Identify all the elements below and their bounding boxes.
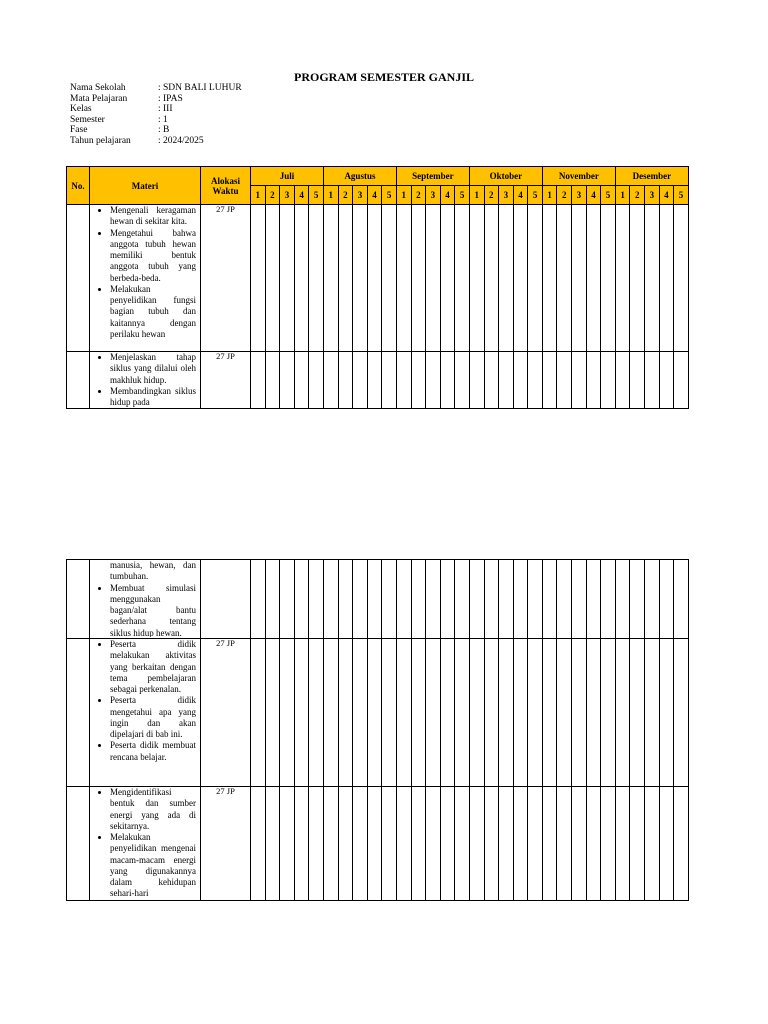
week-cell xyxy=(615,639,630,787)
cell-alokasi: 27 JP xyxy=(201,205,251,352)
week-cell xyxy=(294,205,309,352)
header-week: 1 xyxy=(615,186,630,205)
week-cell xyxy=(674,787,689,901)
info-label: Mata Pelajaran xyxy=(70,93,128,104)
week-cell xyxy=(309,205,324,352)
week-cell xyxy=(455,352,470,409)
week-cell xyxy=(572,639,587,787)
header-week: 3 xyxy=(353,186,368,205)
materi-item: • Peserta didik melakukan aktivitas yang berkaitan dengan tema pembelajaran sebagai perkenalan. xyxy=(110,639,196,695)
week-cell xyxy=(265,787,280,901)
week-cell xyxy=(630,205,645,352)
week-cell xyxy=(615,560,630,639)
materi-item: • Membuat simulasi menggunakan bagan/alat bantu sederhana tentang siklus hidup hewan. xyxy=(110,583,196,638)
table-row xyxy=(67,560,689,639)
week-cell xyxy=(601,560,616,639)
week-cell xyxy=(484,352,499,409)
week-cell xyxy=(367,560,382,639)
week-cell xyxy=(338,205,353,352)
materi-item: • Membandingkan siklus hidup pada xyxy=(110,386,196,407)
week-cell xyxy=(615,205,630,352)
header-week: 4 xyxy=(659,186,674,205)
week-cell xyxy=(572,352,587,409)
week-cell xyxy=(645,787,660,901)
info-row-school xyxy=(70,83,242,94)
week-cell xyxy=(586,352,601,409)
header-week: 5 xyxy=(674,186,689,205)
cell-alokasi: 27 JP xyxy=(201,352,251,409)
week-cell xyxy=(601,787,616,901)
week-cell xyxy=(513,352,528,409)
week-cell xyxy=(353,639,368,787)
cell-alokasi xyxy=(201,560,251,639)
week-cell xyxy=(674,205,689,352)
header-month: Oktober xyxy=(469,167,542,186)
header-week: 2 xyxy=(265,186,280,205)
info-label: Semester xyxy=(70,114,105,125)
info-value: : B xyxy=(158,125,170,135)
week-cell xyxy=(338,639,353,787)
materi-item: • Peserta didik membuat rencana belajar. xyxy=(110,740,196,763)
week-cell xyxy=(499,560,514,639)
week-cell xyxy=(411,205,426,352)
week-cell xyxy=(411,560,426,639)
header-week: 1 xyxy=(542,186,557,205)
week-cell xyxy=(353,560,368,639)
week-cell xyxy=(659,352,674,409)
week-cell xyxy=(251,639,266,787)
header-week: 3 xyxy=(645,186,660,205)
week-cell xyxy=(528,639,543,787)
week-cell xyxy=(353,352,368,409)
cell-alokasi: 27 JP xyxy=(201,639,251,787)
info-label: Fase xyxy=(70,125,88,135)
week-cell xyxy=(645,205,660,352)
week-cell xyxy=(294,639,309,787)
week-cell xyxy=(396,639,411,787)
materi-continuation: manusia, hewan, dan tumbuhan. xyxy=(110,560,196,582)
week-cell xyxy=(542,205,557,352)
week-cell xyxy=(513,205,528,352)
week-cell xyxy=(251,205,266,352)
info-value: : 1 xyxy=(158,114,168,125)
week-cell xyxy=(251,787,266,901)
week-cell xyxy=(323,639,338,787)
week-cell xyxy=(542,787,557,901)
header-week: 3 xyxy=(280,186,295,205)
week-cell xyxy=(440,560,455,639)
week-cell xyxy=(499,787,514,901)
materi-item: • Mengetahui bahwa anggota tubuh hewan memiliki bentuk anggota tubuh yang berbeda-beda. xyxy=(110,228,196,284)
header-alokasi: Alokasi Waktu xyxy=(201,167,251,205)
week-cell xyxy=(338,352,353,409)
header-week: 3 xyxy=(426,186,441,205)
week-cell xyxy=(513,560,528,639)
week-cell xyxy=(265,352,280,409)
week-cell xyxy=(542,639,557,787)
info-label: Kelas xyxy=(70,104,92,114)
week-cell xyxy=(396,787,411,901)
header-week: 1 xyxy=(469,186,484,205)
week-cell xyxy=(586,787,601,901)
week-cell xyxy=(426,787,441,901)
week-cell xyxy=(557,787,572,901)
week-cell xyxy=(382,639,397,787)
week-cell xyxy=(528,352,543,409)
week-cell xyxy=(645,352,660,409)
week-cell xyxy=(630,352,645,409)
week-cell xyxy=(557,560,572,639)
week-cell xyxy=(251,560,266,639)
header-month: Juli xyxy=(251,167,324,186)
info-block xyxy=(70,83,242,146)
info-row-subject xyxy=(70,94,242,105)
week-cell xyxy=(396,205,411,352)
week-cell xyxy=(557,352,572,409)
cell-no xyxy=(67,560,90,639)
cell-no xyxy=(67,352,90,409)
week-cell xyxy=(294,560,309,639)
week-cell xyxy=(630,639,645,787)
week-cell xyxy=(528,560,543,639)
cell-materi xyxy=(90,352,201,409)
week-cell xyxy=(484,639,499,787)
week-cell xyxy=(572,205,587,352)
cell-materi xyxy=(90,639,201,787)
header-week: 2 xyxy=(557,186,572,205)
week-cell xyxy=(469,787,484,901)
week-cell xyxy=(455,560,470,639)
week-cell xyxy=(557,639,572,787)
document-title: PROGRAM SEMESTER GANJIL xyxy=(293,70,475,84)
info-row-semester xyxy=(70,115,242,126)
week-cell xyxy=(426,352,441,409)
week-cell xyxy=(499,352,514,409)
week-cell xyxy=(499,639,514,787)
week-cell xyxy=(659,787,674,901)
week-cell xyxy=(265,560,280,639)
materi-item: • Peserta didik mengetahui apa yang ingin dan akan dipelajari di bab ini. xyxy=(110,695,196,740)
week-cell xyxy=(382,560,397,639)
week-cell xyxy=(367,352,382,409)
table-row xyxy=(67,352,689,409)
week-cell xyxy=(674,560,689,639)
week-cell xyxy=(396,352,411,409)
info-value: : III xyxy=(158,104,173,114)
header-week: 4 xyxy=(586,186,601,205)
week-cell xyxy=(367,787,382,901)
week-cell xyxy=(440,787,455,901)
materi-item: • Mengidentifikasi bentuk dan sumber energi yang ada di sekitarnya. xyxy=(110,787,196,832)
week-cell xyxy=(440,352,455,409)
header-month: Agustus xyxy=(323,167,396,186)
week-cell xyxy=(411,639,426,787)
week-cell xyxy=(382,787,397,901)
materi-item: • Menjelaskan tahap siklus yang dilalui oleh makhluk hidup. xyxy=(110,352,196,386)
week-cell xyxy=(528,787,543,901)
week-cell xyxy=(659,560,674,639)
week-cell xyxy=(440,205,455,352)
week-cell xyxy=(426,560,441,639)
week-cell xyxy=(353,205,368,352)
cell-materi xyxy=(90,205,201,352)
week-cell xyxy=(659,639,674,787)
week-cell xyxy=(338,560,353,639)
header-week: 5 xyxy=(309,186,324,205)
week-cell xyxy=(426,639,441,787)
week-cell xyxy=(265,205,280,352)
header-week: 5 xyxy=(601,186,616,205)
week-cell xyxy=(367,205,382,352)
info-label: Nama Sekolah xyxy=(70,83,126,93)
table-row xyxy=(67,639,689,787)
week-cell xyxy=(601,352,616,409)
week-cell xyxy=(572,560,587,639)
week-cell xyxy=(484,205,499,352)
week-cell xyxy=(309,352,324,409)
materi-item: • Melakukan penyelidikan mengenai macam-macam energi yang digunakannya dalam kehidupan sehari-hari xyxy=(110,832,196,899)
week-cell xyxy=(484,560,499,639)
header-week: 2 xyxy=(338,186,353,205)
table-row xyxy=(67,787,689,901)
week-cell xyxy=(572,787,587,901)
cell-alokasi: 27 JP xyxy=(201,787,251,901)
cell-materi xyxy=(90,560,201,639)
header-week: 4 xyxy=(440,186,455,205)
cell-no xyxy=(67,787,90,901)
week-cell xyxy=(323,352,338,409)
header-week: 4 xyxy=(367,186,382,205)
week-cell xyxy=(659,205,674,352)
week-cell xyxy=(630,560,645,639)
week-cell xyxy=(542,560,557,639)
info-label: Tahun pelajaran xyxy=(70,135,131,146)
week-cell xyxy=(542,352,557,409)
week-cell xyxy=(309,639,324,787)
header-week: 2 xyxy=(630,186,645,205)
info-value: : 2024/2025 xyxy=(158,135,204,146)
week-cell xyxy=(323,560,338,639)
header-week: 4 xyxy=(513,186,528,205)
info-row-phase xyxy=(70,125,242,136)
week-cell xyxy=(513,787,528,901)
week-cell xyxy=(469,560,484,639)
header-week: 4 xyxy=(294,186,309,205)
week-cell xyxy=(265,639,280,787)
week-cell xyxy=(586,205,601,352)
week-cell xyxy=(586,560,601,639)
week-cell xyxy=(674,639,689,787)
week-cell xyxy=(396,560,411,639)
week-cell xyxy=(469,205,484,352)
week-cell xyxy=(455,639,470,787)
header-week: 1 xyxy=(396,186,411,205)
week-cell xyxy=(440,639,455,787)
header-week: 2 xyxy=(411,186,426,205)
header-week: 2 xyxy=(484,186,499,205)
info-row-class xyxy=(70,104,242,115)
week-cell xyxy=(426,205,441,352)
cell-no xyxy=(67,205,90,352)
week-cell xyxy=(309,560,324,639)
header-week: 3 xyxy=(572,186,587,205)
header-week: 1 xyxy=(251,186,266,205)
week-cell xyxy=(469,639,484,787)
week-cell xyxy=(601,639,616,787)
header-week: 5 xyxy=(382,186,397,205)
week-cell xyxy=(455,787,470,901)
week-cell xyxy=(557,205,572,352)
week-cell xyxy=(615,787,630,901)
week-cell xyxy=(586,639,601,787)
info-value: : SDN BALI LUHUR xyxy=(158,83,242,93)
week-cell xyxy=(615,352,630,409)
week-cell xyxy=(645,639,660,787)
header-week: 3 xyxy=(499,186,514,205)
materi-item: • Mengenali keragaman hewan di sekitar kita. xyxy=(110,205,196,228)
week-cell xyxy=(674,352,689,409)
header-month: September xyxy=(396,167,469,186)
week-cell xyxy=(528,205,543,352)
week-cell xyxy=(280,560,295,639)
week-cell xyxy=(411,352,426,409)
week-cell xyxy=(367,639,382,787)
program-table-page1 xyxy=(66,166,689,409)
program-table-page2 xyxy=(66,559,689,901)
materi-item: • Melakukan penyelidikan fungsi bagian tubuh dan kaitannya dengan perilaku hewan xyxy=(110,284,196,340)
header-week: 5 xyxy=(528,186,543,205)
week-cell xyxy=(601,205,616,352)
header-week: 1 xyxy=(323,186,338,205)
week-cell xyxy=(251,352,266,409)
week-cell xyxy=(309,787,324,901)
header-month: November xyxy=(542,167,615,186)
week-cell xyxy=(280,205,295,352)
week-cell xyxy=(382,352,397,409)
week-cell xyxy=(411,787,426,901)
week-cell xyxy=(280,352,295,409)
week-cell xyxy=(280,639,295,787)
week-cell xyxy=(484,787,499,901)
cell-no xyxy=(67,639,90,787)
header-month: Desember xyxy=(615,167,688,186)
cell-materi xyxy=(90,787,201,901)
week-cell xyxy=(455,205,470,352)
week-cell xyxy=(323,787,338,901)
week-cell xyxy=(294,352,309,409)
week-cell xyxy=(338,787,353,901)
week-cell xyxy=(630,787,645,901)
week-cell xyxy=(353,787,368,901)
week-cell xyxy=(513,639,528,787)
header-no: No. xyxy=(67,167,90,205)
header-materi: Materi xyxy=(90,167,201,205)
week-cell xyxy=(382,205,397,352)
week-cell xyxy=(323,205,338,352)
header-week: 5 xyxy=(455,186,470,205)
week-cell xyxy=(469,352,484,409)
table-row xyxy=(67,205,689,352)
week-cell xyxy=(645,560,660,639)
info-row-year xyxy=(70,136,242,147)
week-cell xyxy=(294,787,309,901)
week-cell xyxy=(499,205,514,352)
info-value: : IPAS xyxy=(158,93,183,104)
week-cell xyxy=(280,787,295,901)
